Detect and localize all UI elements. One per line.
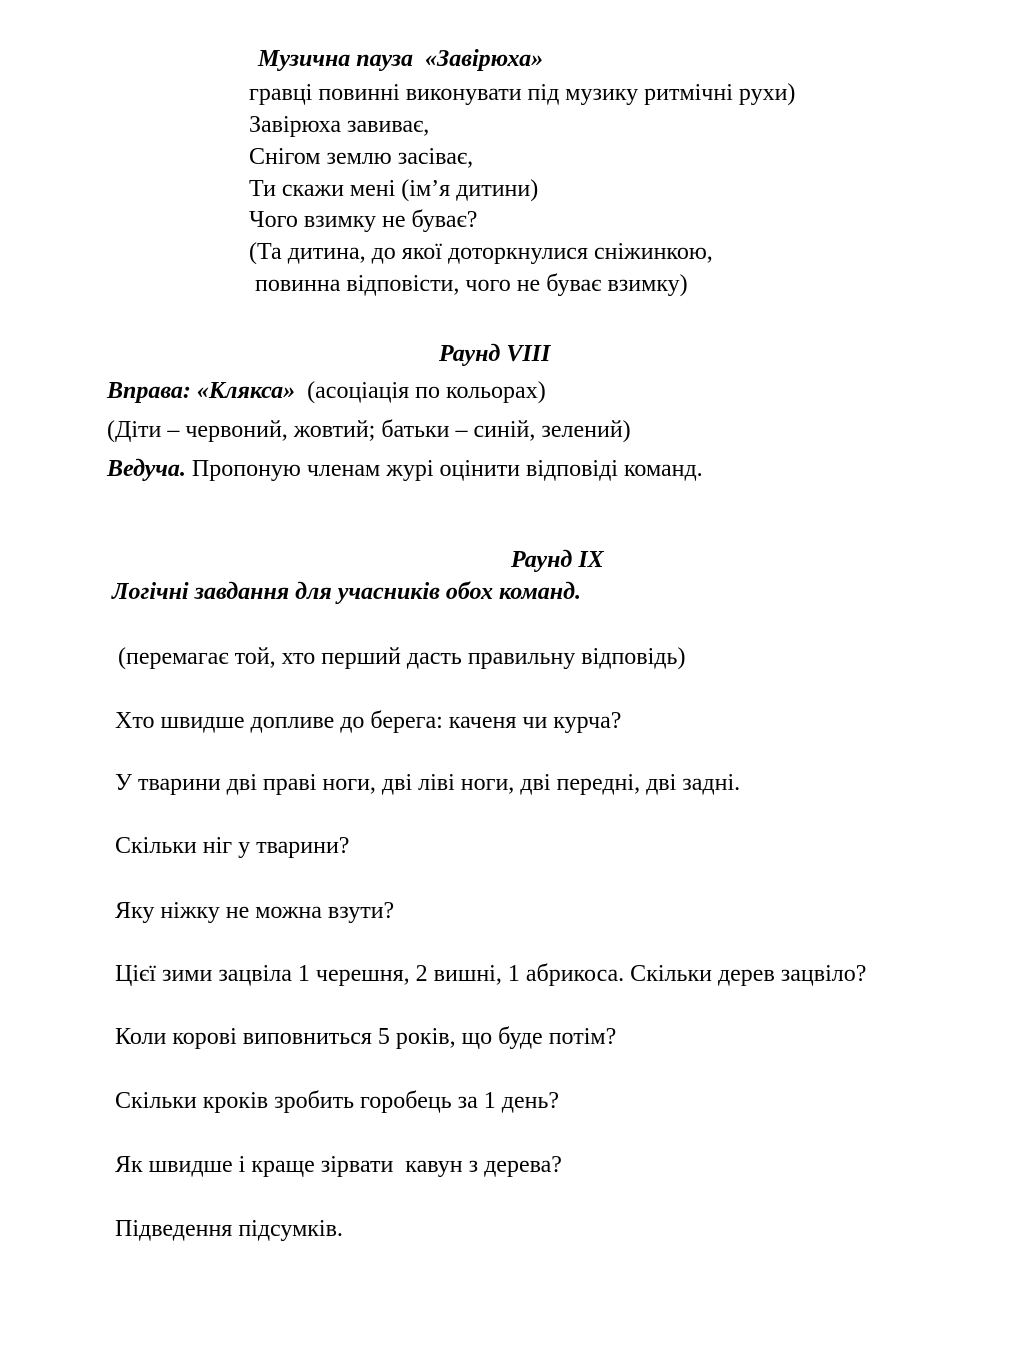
host-label: Ведуча. <box>107 456 186 482</box>
question-item: У тварини дві праві ноги, дві ліві ноги, дві передні, дві задні. <box>115 770 741 796</box>
host-text: Пропоную членам журі оцінити відповіді команд. <box>185 456 703 482</box>
round8-heading: Раунд VIII <box>439 341 551 367</box>
pause-line: (Та дитина, до якої доторкнулися сніжинкою, <box>249 239 713 265</box>
pause-title: Музична пауза «Завірюха» <box>258 46 544 72</box>
pause-line: Ти скажи мені (ім’я дитини) <box>249 176 539 202</box>
round9-heading: Раунд IX <box>511 547 604 573</box>
pause-line: Чого взимку не буває? <box>249 207 478 233</box>
question-item: Скільки кроків зробить горобець за 1 день? <box>115 1088 560 1114</box>
question-item: Як швидше і краще зірвати кавун з дерева? <box>115 1152 562 1178</box>
round9-subtitle: Логічні завдання для учасників обох команд. <box>112 579 582 605</box>
round9-rule: (перемагає той, хто перший дасть правильну відповідь) <box>112 644 686 670</box>
question-item: Цієї зими зацвіла 1 черешня, 2 вишні, 1 абрикоса. Скільки дерев зацвіло? <box>115 961 867 987</box>
question-item: Коли корові виповниться 5 років, що буде потім? <box>115 1024 617 1050</box>
round8-colors: (Діти – червоний, жовтий; батьки – синій, зелений) <box>107 417 631 443</box>
pause-line: Снігом землю засіває, <box>249 144 474 170</box>
round8-exercise <box>107 379 546 403</box>
question-item: Хто швидше допливе до берега: каченя чи курча? <box>115 708 622 734</box>
pause-line: повинна відповісти, чого не буває взимку) <box>249 271 688 297</box>
pause-line: Завірюха завиває, <box>249 112 430 138</box>
pause-line: гравці повинні виконувати під музику ритмічні рухи) <box>249 80 796 106</box>
question-item: Яку ніжку не можна взути? <box>115 898 395 924</box>
exercise-note: (асоціація по кольорах) <box>295 378 546 404</box>
round8-host <box>107 457 703 481</box>
exercise-label: Вправа: «Клякса» <box>107 378 296 404</box>
question-item: Скільки ніг у тварини? <box>115 833 350 859</box>
summary-line: Підведення підсумків. <box>115 1216 343 1242</box>
